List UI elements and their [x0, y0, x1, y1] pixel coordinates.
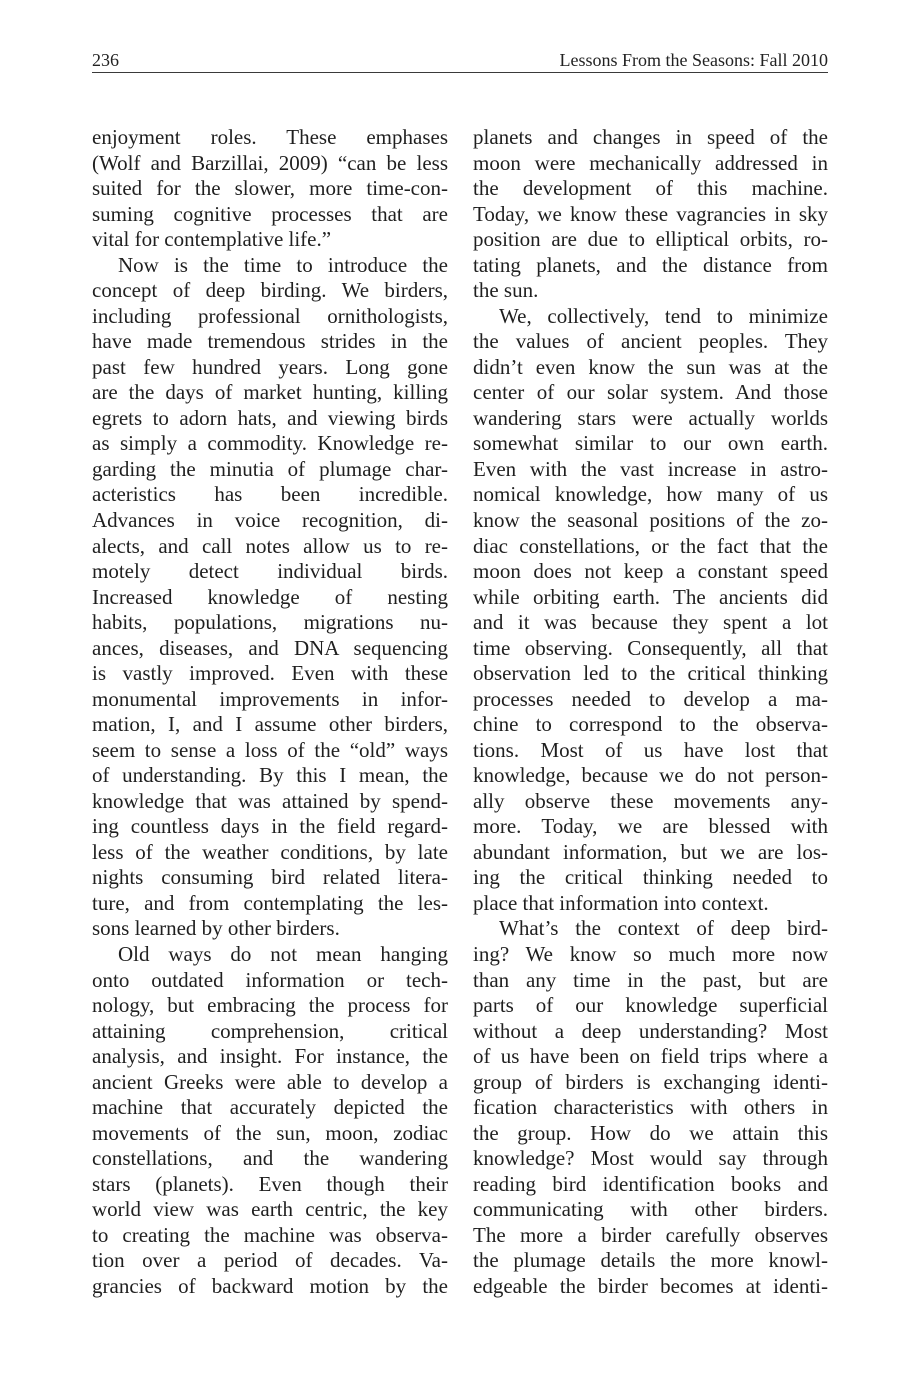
text-line: without a deep understanding? Most	[473, 1018, 828, 1043]
text-line: acteristics has been incredible.	[92, 482, 448, 507]
text-line: constellations, and the wandering	[92, 1146, 448, 1171]
text-line: past few hundred years. Long gone	[92, 354, 448, 379]
text-line: communicating with other birders.	[473, 1197, 828, 1222]
text-line: ing countless days in the field regard-	[92, 814, 448, 839]
paragraph	[92, 942, 448, 1299]
text-line: What’s the context of deep bird-	[499, 916, 828, 941]
text-line: group of birders is exchanging identi-	[473, 1069, 828, 1094]
header-rule	[92, 72, 828, 73]
text-line: center of our solar system. And those	[473, 380, 828, 405]
text-line: know the seasonal positions of the zo-	[473, 507, 828, 532]
text-line: diac constellations, or the fact that the	[473, 533, 828, 558]
text-line: moon does not keep a constant speed	[473, 559, 828, 584]
text-line: nomical knowledge, how many of us	[473, 482, 828, 507]
paragraph	[473, 125, 828, 304]
paragraph	[92, 253, 448, 942]
text-line: edgeable the birder becomes at identi-	[473, 1273, 828, 1298]
text-line: fication characteristics with others in	[473, 1095, 828, 1120]
text-line: place that information into context.	[473, 890, 769, 915]
paragraph	[473, 304, 828, 917]
text-line: stars (planets). Even though their	[92, 1171, 448, 1196]
text-line: (Wolf and Barzillai, 2009) “can be less	[92, 150, 448, 175]
left-column	[92, 125, 448, 1299]
text-line: onto outdated information or tech-	[92, 967, 448, 992]
text-line: moon were mechanically addressed in	[473, 150, 828, 175]
text-line: than any time in the past, but are	[473, 967, 828, 992]
text-line: sons learned by other birders.	[92, 916, 340, 941]
text-line: reading bird identification books and	[473, 1171, 828, 1196]
text-line: planets and changes in speed of the	[473, 125, 828, 149]
text-line: vital for contemplative life.”	[92, 227, 332, 252]
paragraph	[92, 125, 448, 253]
text-line: parts of our knowledge superficial	[473, 993, 828, 1018]
text-line: processes needed to develop a ma-	[473, 686, 828, 711]
text-line: egrets to adorn hats, and viewing birds	[92, 405, 448, 430]
text-line: habits, populations, migrations nu-	[92, 610, 448, 635]
text-line: machine that accurately depicted the	[92, 1095, 448, 1120]
text-line: including professional ornithologists,	[92, 303, 448, 328]
text-line: knowledge? Most would say through	[473, 1146, 828, 1171]
text-line: ally observe these movements any-	[473, 788, 828, 813]
text-line: ancient Greeks were able to develop a	[92, 1069, 448, 1094]
text-line: ing the critical thinking needed to	[473, 865, 828, 890]
text-line: nights consuming bird related litera-	[92, 865, 448, 890]
text-line: of us have been on field trips where a	[473, 1044, 828, 1069]
text-line: Today, we know these vagrancies in sky	[473, 201, 828, 226]
text-line: garding the minutia of plumage char-	[92, 456, 448, 481]
text-line: is vastly improved. Even with these	[92, 661, 448, 686]
running-head	[92, 50, 828, 70]
text-line: Advances in voice recognition, di-	[92, 507, 448, 532]
text-line: attaining comprehension, critical	[92, 1018, 448, 1043]
text-line: chine to correspond to the observa-	[473, 712, 828, 737]
text-line: alects, and call notes allow us to re-	[92, 533, 448, 558]
text-line: of understanding. By this I mean, the	[92, 763, 448, 788]
text-line: to creating the machine was observa-	[92, 1222, 448, 1247]
right-column	[473, 125, 828, 1299]
text-line: the development of this machine.	[473, 176, 828, 201]
paragraph	[473, 916, 828, 1299]
text-line: ture, and from contemplating the les-	[92, 890, 448, 915]
text-line: Old ways do not mean hanging	[118, 942, 448, 966]
text-line: wandering stars were actually worlds	[473, 405, 828, 430]
text-line: Increased knowledge of nesting	[92, 584, 448, 609]
text-line: movements of the sun, moon, zodiac	[92, 1120, 448, 1145]
text-line: less of the weather conditions, by late	[92, 839, 448, 864]
text-line: as simply a commodity. Knowledge re-	[92, 431, 448, 456]
text-line: and it was because they spent a lot	[473, 610, 828, 635]
text-line: more. Today, we are blessed with	[473, 814, 828, 839]
text-line: motely detect individual birds.	[92, 559, 448, 584]
text-line: tions. Most of us have lost that	[473, 737, 828, 762]
text-line: suited for the slower, more time-con-	[92, 176, 448, 201]
text-line: the values of ancient peoples. They	[473, 329, 828, 354]
text-line: observation led to the critical thinking	[473, 661, 828, 686]
text-line: the plumage details the more knowl-	[473, 1248, 828, 1273]
text-line: somewhat similar to our own earth.	[473, 431, 828, 456]
text-line: suming cognitive processes that are	[92, 201, 448, 226]
text-line: the group. How do we attain this	[473, 1120, 828, 1145]
text-line: world view was earth centric, the key	[92, 1197, 448, 1222]
text-line: nology, but embracing the process for	[92, 993, 448, 1018]
text-line: analysis, and insight. For instance, the	[92, 1044, 448, 1069]
text-line: ances, diseases, and DNA sequencing	[92, 635, 448, 660]
text-line: We, collectively, tend to minimize	[499, 303, 828, 328]
text-line: The more a birder carefully observes	[473, 1222, 828, 1247]
text-line: have made tremendous strides in the	[92, 329, 448, 354]
text-line: knowledge that was attained by spend-	[92, 788, 448, 813]
text-line: while orbiting earth. The ancients did	[473, 584, 828, 609]
text-line: concept of deep birding. We birders,	[92, 278, 448, 303]
text-line: mation, I, and I assume other birders,	[92, 712, 448, 737]
text-line: Even with the vast increase in astro-	[473, 456, 828, 481]
text-line: are the days of market hunting, killing	[92, 380, 448, 405]
text-line: tion over a period of decades. Va-	[92, 1248, 448, 1273]
text-line: the sun.	[473, 278, 539, 303]
text-line: seem to sense a loss of the “old” ways	[92, 737, 448, 762]
text-line: grancies of backward motion by the	[92, 1273, 448, 1298]
text-line: enjoyment roles. These emphases	[92, 125, 448, 149]
text-line: ing? We know so much more now	[473, 942, 828, 966]
text-line: knowledge, because we do not person-	[473, 763, 828, 788]
text-line: position are due to elliptical orbits, ro-	[473, 227, 828, 252]
text-line: monumental improvements in infor-	[92, 686, 448, 711]
text-line: tating planets, and the distance from	[473, 252, 828, 277]
text-line: Now is the time to introduce the	[118, 252, 448, 277]
text-line: abundant information, but we are los-	[473, 839, 828, 864]
text-line: didn’t even know the sun was at the	[473, 354, 828, 379]
text-line: time observing. Consequently, all that	[473, 635, 828, 660]
running-title: Lessons From the Seasons: Fall 2010	[559, 50, 828, 70]
page-number: 236	[92, 50, 119, 70]
